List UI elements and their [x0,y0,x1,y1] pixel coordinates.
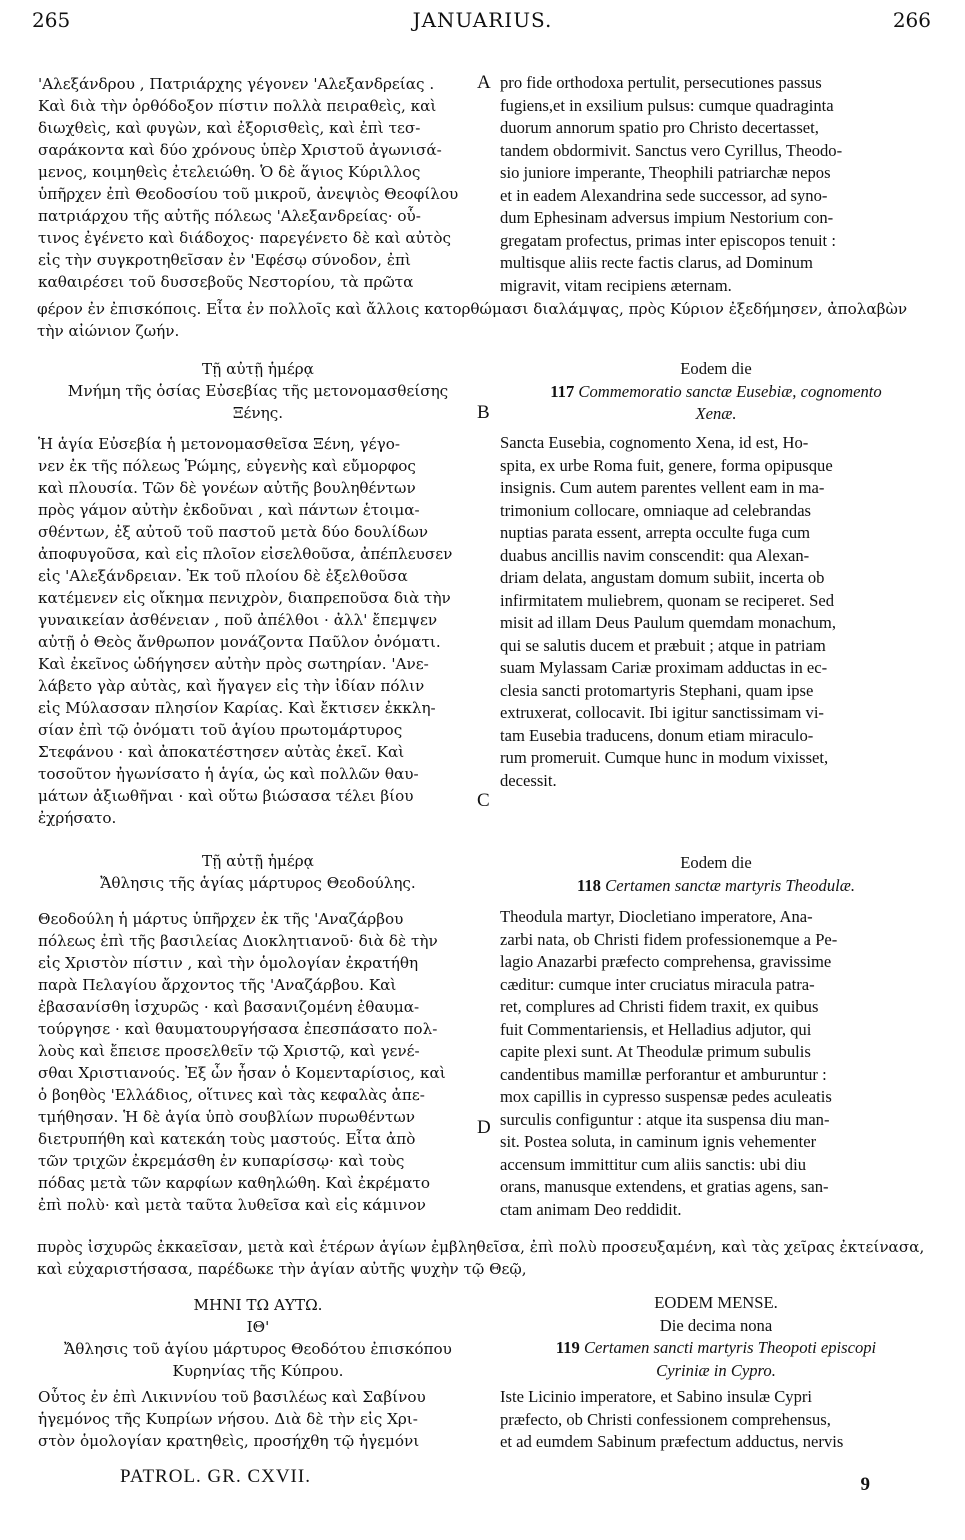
margin-letter-b: B [477,402,490,423]
latin-line: multisque aliis recte factis clarus, ad Dominum [500,253,813,272]
greek-line: διωχθεὶς, καὶ φυγὼν, καὶ ἐξορισθεὶς, καὶ ἐπὶ τεσ- [38,119,421,137]
latin-column [500,72,932,297]
latin-heading [500,852,932,897]
running-title: JANUARIUS. [412,8,553,32]
greek-line: διετρυπήθη καὶ κατεκάη τοὺς μαστούς. Εἶτα ἀπὸ [38,1130,416,1148]
latin-heading [500,358,932,426]
latin-line: trimonium collocare, omniaque ad celebrandas [500,500,812,520]
latin-line: pro fide orthodoxa pertulit, persecutiones passus [500,73,822,92]
greek-line: ἐπὶ πολὺ· καὶ μετὰ ταῦτα λυθεῖσα καὶ εἰς κάμινον [38,1196,426,1214]
greek-line: ὑπῆρχεν ἐπὶ Θεοδοσίου τοῦ μικροῦ, ἀνεψιὸς Θεοφίλου [38,185,459,203]
latin-line: duorum annorum spatio pro Christo decertasset, [500,118,819,137]
greek-line: ἡγεμόνος τῆς Κυπρίων νήσου. Διὰ δὲ τὴν εἰς Χρι- [38,1410,418,1428]
greek-line: 'Αλεξάνδρου , Πατριάρχης γέγονεν 'Αλεξανδρείας . [38,75,435,93]
greek-line: σθαι Χριστιανούς. Ἐξ ὧν ἦσαν ὁ Κομενταρίσιος, καὶ [38,1064,446,1082]
greek-line: εἰς 'Αλεξάνδρειαν. Ἐκ τοῦ πλοίου δὲ ἐξελθοῦσα [38,567,408,585]
greek-line: Καὶ ἐκεῖνος ὡδήγησεν αὐτὴν πρὸς σωτηρίαν. 'Ανε- [38,655,429,673]
greek-line: γυναικείαν ἀσθένειαν , ποῦ ἀπέλθοι · ἀλλ' ἔπεμψεν [38,611,438,629]
greek-line: μενος, κοιμηθεὶς ἐτελειώθη. Ὁ δὲ ἅγιος Κύριλλος [38,163,421,181]
latin-line: decessit. [500,770,557,790]
greek-line: νεν ἐκ τῆς πόλεως Ῥώμης, εὐγενὴς καὶ εὔμορφος [38,457,416,475]
latin-line: mox capillis in cypresso suspensæ pedes aculeatis [500,1087,832,1106]
greek-line: ἐχρήσατο. [38,809,117,827]
greek-line: ἐβασανίσθη ἰσχυρῶς · καὶ βασανιζομένη ἐθαυμα- [38,998,420,1016]
margin-letter-a: A [477,72,491,93]
latin-line: clesia sancti protomartyris Stephani, quam ipse [500,680,814,700]
latin-line: Sancta Eusebia, cognomento Xena, id est, Ho- [500,433,809,452]
greek-line: καὶ πλουσία. Τῶν δὲ γονέων αὐτῆς βουληθέντων [38,479,416,497]
latin-heading-title: Xenæ. [695,404,737,423]
greek-line: πόδας μετὰ τῶν καρφίων καθηλώθη. Καὶ ἐκρέματο [38,1174,431,1192]
greek-heading-month: ΜΗΝΙ ΤΩ ΑΥΤΩ. [193,1296,323,1314]
greek-line: ὁ βοηθὸς 'Ελλάδιος, οἵτινες καὶ τὰς κεφαλὰς ἀπε- [38,1086,425,1104]
greek-heading-title: Ἄθλησις τῆς ἁγίας μάρτυρος Θεοδούλης. [100,874,416,892]
greek-line: σαράκοντα καὶ δύο χρόνους ὑπὲρ Χριστοῦ ἀγωνισά- [38,141,442,159]
full-width-greek [37,298,937,342]
footer-number: 9 [860,1474,870,1495]
latin-line: sio juniore imperante, Theophili patriarchæ nepos [500,163,831,182]
greek-column [38,1386,478,1452]
latin-line: sit. Postea soluta, in caminum ignis vehementer [500,1132,817,1151]
latin-heading-title: Certamen sanctæ martyris Theodulæ. [605,875,855,895]
latin-line: ctam animam Deo reddidit. [500,1199,682,1219]
greek-line: Καὶ διὰ τὴν ὀρθόδοξον πίστιν πολλὰ πειραθεὶς, καὶ [38,97,437,115]
latin-line: Iste Licinio imperatore, et Sabino insulæ Cypri [500,1387,812,1406]
greek-line: καὶ εὐχαριστήσασα, παρέδωκε τὴν ἁγίαν αὐτῆς ψυχὴν τῷ Θεῷ, [37,1260,527,1278]
latin-line: ret, complures ad Christi fidem traxit, ex quibus [500,997,819,1016]
greek-line: λάβετο γὰρ αὐτὰς, καὶ ἤγαγεν εἰς τὴν ἰδίαν πόλιν [38,677,425,695]
latin-line: dum Ephesinam adversus impium Nestorium con- [500,208,834,227]
greek-column [38,433,478,829]
greek-heading-title: Μνήμη τῆς ὁσίας Εὐσεβίας τῆς μετονομασθείσης [67,382,449,400]
greek-heading-day: Τῇ αὐτῇ ἡμέρᾳ [202,360,314,378]
latin-line: tam Eusebia traducens, donum etiam miraculo- [500,725,814,745]
greek-line: Ἡ ἁγία Εὐσεβία ἡ μετονομασθεῖσα Ξένη, γέγο- [38,435,400,453]
greek-line: φέρον ἐν ἐπισκόποις. Εἶτα ἐν πολλοῖς καὶ ἄλλοις κατορθώμασι διαλάμψας, πρὸς Κύριον ἐξεδήμησεν, ἀπολαβὼν [37,300,908,318]
latin-column [500,432,932,792]
latin-column [500,906,932,1221]
greek-line: ἀποφυγοῦσα, καὶ εἰς πλοῖον εἰσελθοῦσα, ἀπέπλευσεν [38,545,453,563]
greek-column [38,73,478,293]
greek-line: σθέντων, ἐξ αὐτοῦ τοῦ παστοῦ μετὰ δύο δουλίδων [38,523,428,541]
latin-line: extruxerat, collocavit. Ibi igitur sanctissimam vi- [500,703,824,722]
latin-line: orans, manusque extendens, et gratias agens, san- [500,1177,829,1196]
greek-line: λοὺς καὶ ἔπεισε προσελθεῖν τῷ Χριστῷ, καὶ γενέ- [38,1042,420,1060]
greek-line: σίαν ἐπὶ τῷ ὀνόματι τοῦ ἁγίου πρωτομάρτυρος [38,721,403,739]
greek-heading-day: ΙΘ' [246,1318,270,1336]
greek-heading [38,1294,478,1382]
latin-line: capite plexi sunt. At Theodulæ primum subulis [500,1042,811,1061]
latin-line: surculis configuntur : atque ita suspensa diu man- [500,1109,830,1129]
latin-line: et in eadem Alexandrina sede successor, ad syno- [500,185,828,205]
greek-heading-title: Ἄθλησις τοῦ ἁγίου μάρτυρος Θεοδότου ἐπισκόπου [64,1340,452,1358]
latin-line: præfecto, ob Christi confessionem comprehensus, [500,1409,831,1429]
latin-heading-day: Die decima nona [659,1315,773,1335]
greek-line: εἰς Μύλασσαν πλησίον Καρίας. Καὶ ἔκτισεν ἐκκλη- [38,699,436,717]
greek-line: πρὸς γάμον αὐτὴν ἐκδοῦναι , καὶ πάντων ἑτοιμα- [38,501,420,519]
greek-line: καθαιρέσει τοῦ δυσσεβοῦς Νεστορίου, τὰ πρῶτα [38,273,414,291]
greek-line: μάτων ἀξιωθῆναι · καὶ οὕτω βιώσασα τέλει βίου [38,787,414,805]
greek-line: Στεφάνου · καὶ ἀποκατέστησεν αὐτὰς ἐκεῖ. Καὶ [38,743,405,761]
greek-column [38,908,478,1216]
latin-heading-day: Eodem die [680,359,752,378]
footer-signature: PATROL. GR. CXVII. [120,1466,311,1487]
greek-line: τῶν τριχῶν ἐκρεμάσθη ἐν κυπαρίσσῳ· καὶ τοὺς [38,1152,405,1170]
greek-line: τμήθησαν. Ἡ δὲ ἁγία ὑπὸ σουβλίων πυρωθέντων [38,1108,416,1126]
latin-line: qui se salutis ducem et præbuit ; atque in patriam [500,635,826,655]
latin-line: candentibus mamillæ perforantur et amburuntur : [500,1064,827,1084]
latin-heading-month: EODEM MENSE. [654,1293,778,1312]
latin-line: infirmitatem muliebrem, quonam se reciperet. Sed [500,590,835,610]
latin-line: et ad eumdem Sabinum præfectum adductus, nervis [500,1432,844,1451]
latin-line: spita, ex urbe Roma fuit, genere, forma opipusque [500,455,833,475]
greek-line: τὴν αἰώνιον ζωήν. [37,322,180,340]
left-page-number: 265 [32,8,71,32]
latin-line: tandem obdormivit. Sanctus vero Cyrillus, Theodo- [500,140,843,160]
greek-line: Οὗτος ἐν ἐπὶ Λικιννίου τοῦ βασιλέως καὶ Σαβίνου [38,1388,426,1406]
latin-line: rum promeruit. Cumque hunc in modum vixisset, [500,748,829,767]
latin-line: driam delata, angustam domum subiit, incerta ob [500,568,825,587]
latin-heading-title: Cyriniæ in Cypro. [656,1360,776,1380]
greek-line: τούργησε · καὶ θαυματουργήσασα ἐπεσπάσατο πολ- [38,1020,438,1038]
margin-letter-d: D [477,1117,491,1138]
latin-line: zarbi nata, ob Christi fidem professionemque a Pe- [500,929,838,949]
latin-line: suam Mylassam Cariæ proximam adductas in ec- [500,658,828,677]
latin-line: migravit, vitam recipiens æternam. [500,275,732,295]
greek-line: εἰς Χριστὸν πίστιν , καὶ τὴν ὁμολογίαν ἐκρατήθη [38,954,419,972]
greek-line: πόλεως ἐπὶ τῆς βασιλείας Διοκλητιανοῦ· διὰ δὲ τὴν [38,932,438,950]
latin-line: fuit Commentariensis, et Helladius adjutor, qui [500,1019,812,1039]
right-page-number: 266 [892,8,931,32]
greek-heading [38,850,478,894]
greek-line: πατριάρχου τῆς αὐτῆς πόλεως 'Αλεξανδρείας· οὗ- [38,207,421,225]
latin-line: cæditur: cumque inter cruciatus miracula patra- [500,974,815,994]
greek-line: εἰς τὴν συγκροτηθεῖσαν ἐν 'Εφέσῳ σύνοδον, ἐπὶ [38,251,411,269]
latin-line: lagio Anazarbi præfecto comprehensa, gravissime [500,952,832,971]
greek-line: τινος ἐγένετο καὶ διάδοχος· παρεγένετο δὲ καὶ αὐτὸς [38,229,451,247]
greek-line: τοσοῦτον ἠγωνίσατο ἡ ἁγία, ὡς καὶ πολλῶν θαυ- [38,765,419,783]
greek-line: αὐτῇ ὁ Θεὸς ἄνθρωπον μονάζοντα Παῦλον ὀνόματι. [38,633,441,651]
latin-line: nuptias parata essent, arrepta occulte fuga cum [500,523,811,542]
latin-heading-title: Certamen sancti martyris Theopoti episcopi [583,1338,877,1357]
entry-number: 119 [555,1338,580,1357]
latin-column [500,1386,932,1454]
greek-line: παρὰ Πελαγίου ἄρχοντος τῆς 'Αναζάρβου. Καὶ [38,976,397,994]
greek-heading [38,358,478,424]
entry-number: 118 [577,875,601,895]
latin-line: Theodula martyr, Diocletiano imperatore, Ana- [500,907,813,926]
latin-line: gregatam profectus, primas inter episcopos tenuit : [500,230,836,250]
latin-heading-title: Commemoratio sanctæ Eusebiæ, cognomento [578,381,882,401]
greek-line: κατέμενεν εἰς οἴκημα πενιχρὸν, διαπρεποῦσα διὰ τὴν [38,589,451,607]
entry-number: 117 [550,381,575,401]
margin-letter-c: C [477,790,490,811]
greek-line: πυρὸς ἰσχυρῶς ἐκκαεῖσαν, μετὰ καὶ ἑτέρων ἁγίων ἐμβληθεῖσα, ἐπὶ πολὺ προσευξαμένη, καὶ τὰς χεῖρας ἐκτείνασα, [37,1238,925,1256]
latin-line: accensum immittitur cum aliis sanctis: ubi diu [500,1154,807,1174]
latin-line: insignis. Cum autem parentes vellent eam in ma- [500,478,825,497]
latin-line: duabus ancillis navim conscendit: qua Alexan- [500,545,810,565]
latin-heading-day: Eodem die [680,853,752,872]
latin-heading [500,1292,932,1382]
greek-line: Θεοδούλη ἡ μάρτυς ὑπῆρχεν ἐκ τῆς 'Αναζάρβου [38,910,404,928]
greek-heading-title: Κυρηνίας τῆς Κύπρου. [172,1362,344,1380]
latin-line: fugiens,et in exsilium pulsus: cumque quadraginta [500,95,834,115]
greek-heading-day: Τῇ αὐτῇ ἡμέρᾳ [202,852,314,870]
greek-line: στὸν ὁμολογίαν κρατηθεὶς, προσήχθη τῷ ἡγεμόνι [38,1432,420,1450]
full-width-greek [37,1236,937,1280]
latin-line: misit ad illam Deus Paulum quemdam monachum, [500,613,836,632]
greek-heading-title: Ξένης. [232,404,284,422]
